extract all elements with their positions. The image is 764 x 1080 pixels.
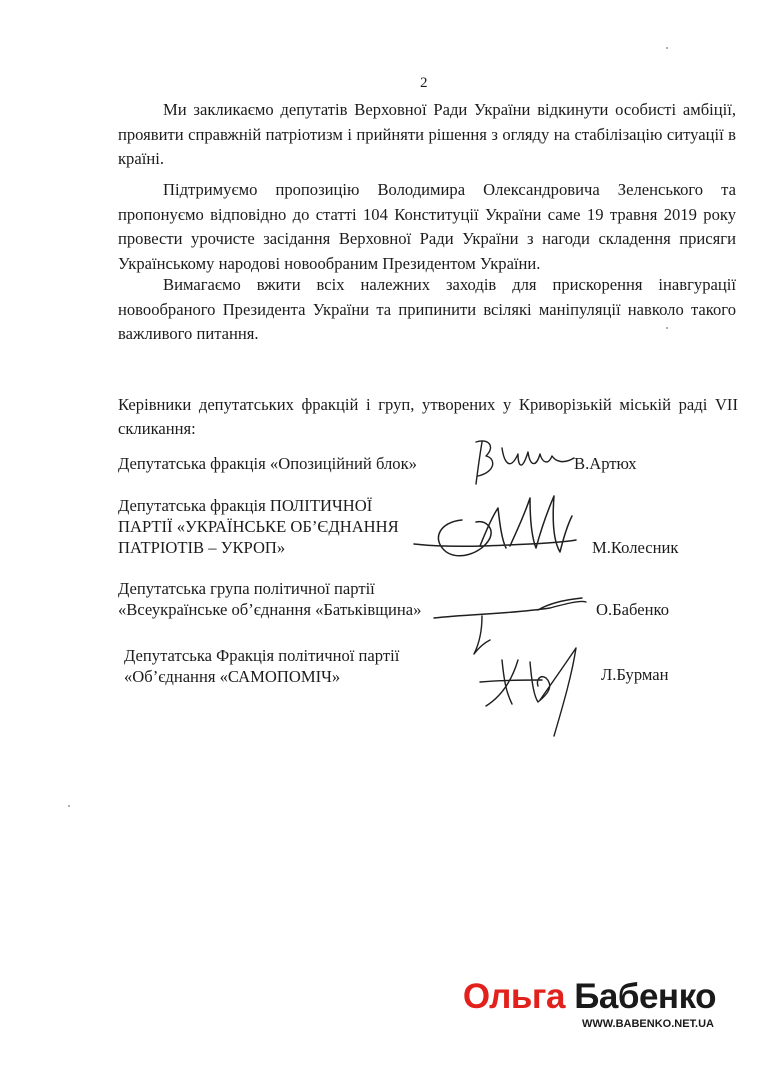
signature-kolesnyk	[410, 486, 580, 578]
group-ukrop-line-1: Депутатська фракція ПОЛІТИЧНОЇ	[118, 496, 373, 515]
paragraph-support-text: Підтримуємо пропозицію Володимира Олександровича Зеленського та пропонуємо відповідно до статті 104 Конституції України саме 19 травня 2019 року провести урочисте засідання Верховної Ради України з нагоди складення присяги Українському народові новообраним Президентом України.	[118, 180, 736, 273]
signatory-name-kolesnyk: М.Колесник	[592, 538, 679, 557]
watermark-last-name: Бабенко	[574, 977, 716, 1016]
scan-speck	[68, 805, 70, 807]
scan-speck	[666, 327, 668, 329]
signature-burman	[472, 640, 592, 740]
group-ukrop-line-2: ПАРТІЇ «УКРАЇНСЬКЕ ОБ’ЄДНАННЯ	[118, 517, 399, 536]
signature-babenko	[430, 596, 595, 658]
paragraph-appeal-text: Ми закликаємо депутатів Верховної Ради України відкинути особисті амбіції, проявити справжній патріотизм і прийняти рішення з огляду на стабілізацію ситуації в країні.	[118, 100, 736, 169]
heads-intro: Керівники депутатських фракцій і груп, утворених у Криворізькій міській раді VII скликання:	[118, 395, 738, 438]
page-number: 2	[420, 75, 428, 91]
group-ukrop-line-3: ПАТРІОТІВ – УКРОП»	[118, 538, 286, 557]
paragraph-demand-text: Вимагаємо вжити всіх належних заходів для прискорення інавгурації новообраного Президента України та припинити всілякі маніпуляції навколо такого важливого питання.	[118, 275, 736, 344]
group-opposition-bloc: Депутатська фракція «Опозиційний блок»	[118, 454, 417, 473]
paragraph-demand	[118, 273, 736, 347]
group-samopomich-line-2: «Об’єднання «САМОПОМІЧ»	[124, 667, 341, 686]
scan-speck	[666, 47, 668, 49]
paragraph-support	[118, 178, 736, 276]
paragraph-appeal	[118, 98, 736, 172]
watermark-url: WWW.BABENKO.NET.UA	[582, 1018, 714, 1030]
watermark-logo	[463, 978, 716, 1016]
group-samopomich-line-1: Депутатська Фракція політичної партії	[124, 646, 400, 665]
signature-artiukh	[462, 432, 577, 492]
signatory-name-babenko: О.Бабенко	[596, 600, 670, 619]
group-batkivshchyna-line-2: «Всеукраїнське об’єднання «Батьківщина»	[118, 600, 422, 619]
watermark-first-name: Ольга	[462, 977, 565, 1016]
group-batkivshchyna-line-1: Депутатська група політичної партії	[118, 579, 375, 598]
signatory-name-artiukh: В.Артюх	[574, 454, 637, 473]
signatory-name-burman: Л.Бурман	[601, 665, 669, 684]
